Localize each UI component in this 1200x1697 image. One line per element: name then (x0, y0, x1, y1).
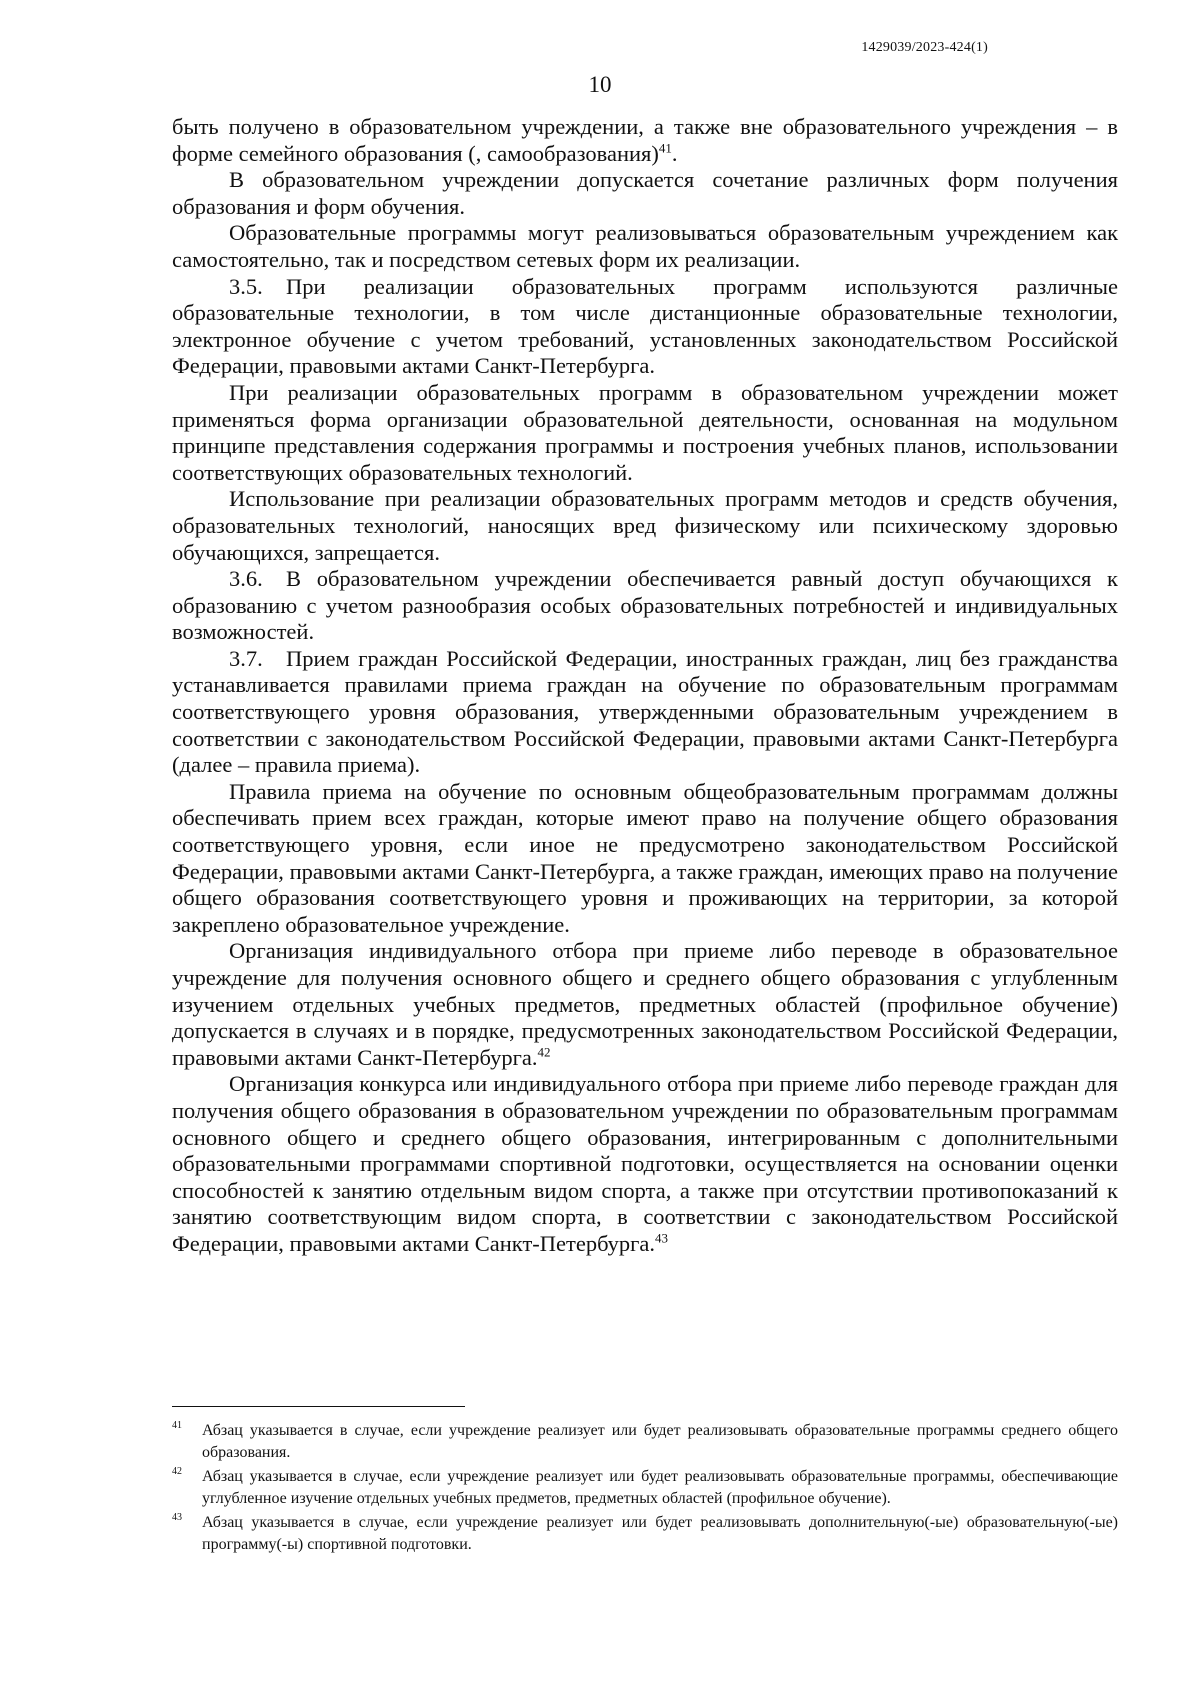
paragraph-text: Организация индивидуального отбора при приеме либо переводе в образовательное учреждение для получения основного общего и среднего общего образования с углубленным изучением отдельных учебных предметов, предметных областей (профильное обучение) допускается в случаях и в порядке, предусмотренных законодательством Российской Федерации, правовыми актами Санкт-Петербурга. (172, 938, 1118, 1070)
clause-number: 3.7. (229, 645, 263, 671)
footnote-text: Абзац указывается в случае, если учреждение реализует или будет реализовывать образовательные программы среднего общего образования. (202, 1422, 1118, 1461)
paragraph (172, 486, 1118, 566)
footnote-text: Абзац указывается в случае, если учреждение реализует или будет реализовывать дополнительную(-ые) образовательную(-ые) программу(-ы) спортивной подготовки. (202, 1514, 1118, 1553)
paragraph (172, 114, 1118, 167)
paragraph-text: В образовательном учреждении обеспечивается равный доступ обучающихся к образованию с учетом разнообразия особых образовательных потребностей и индивидуальных возможностей. (172, 566, 1118, 645)
paragraph (172, 380, 1118, 486)
footnote-separator (172, 1406, 465, 1407)
paragraph-text: Организация конкурса или индивидуального отбора при приеме либо переводе граждан для получения общего образования в образовательном учреждении по образовательным программам основного общего и среднего общего образования, интегрированным с дополнительными образовательными программами спортивной подготовки, осуществляется на основании оценки способностей к занятию отдельным видом спорта, а также при отсутствии противопоказаний к занятию соответствующим видом спорта, в соответствии с законодательством Российской Федерации, правовыми актами Санкт-Петербурга. (172, 1071, 1118, 1256)
footnote-ref: 42 (537, 1044, 551, 1060)
paragraph-text: При реализации образовательных программ в образовательном учреждении может применяться форма организации образовательной деятельности, основанная на модульном принципе представления содержания программы и построения учебных планов, использовании соответствующих образовательных технологий. (172, 379, 1118, 485)
footnote (172, 1512, 1118, 1556)
document-number: 1429039/2023-424(1) (861, 40, 988, 55)
paragraph-text: Использование при реализации образовательных программ методов и средств обучения, образовательных технологий, наносящих вред физическому или психическому здоровью обучающихся, запрещается. (172, 486, 1118, 565)
paragraph-text: При реализации образовательных программ используются различные образовательные технологии, в том числе дистанционные образовательные технологии, электронное обучение с учетом требований, установленных законодательством Российской Федерации, правовыми актами Санкт-Петербурга. (172, 273, 1118, 379)
clause-3-7 (172, 646, 1118, 779)
footnote-ref: 41 (658, 140, 672, 156)
paragraph (172, 938, 1118, 1071)
paragraph-text: В образовательном учреждении допускается сочетание различных форм получения образования и форм обучения. (172, 167, 1118, 219)
footnote-text: Абзац указывается в случае, если учреждение реализует или будет реализовывать образовательные программы, обеспечивающие углубленное изучение отдельных учебных предметов, предметных областей (профильное обучение). (202, 1468, 1118, 1507)
paragraph-text: быть получено в образовательном учреждении, а также вне образовательного учреждения – в форме семейного образования (, самообразования) (172, 114, 1118, 166)
footnote-mark: 42 (172, 1466, 182, 1477)
clause-3-6 (172, 566, 1118, 646)
footnote-mark: 41 (172, 1420, 182, 1431)
paragraph-text: Прием граждан Российской Федерации, иностранных граждан, лиц без гражданства устанавливается правилами приема граждан на обучение по образовательным программам соответствующего уровня образования, утвержденными образовательным учреждением в соответствии с законодательством Российской Федерации, правовыми актами Санкт-Петербурга (далее – правила приема). (172, 645, 1118, 778)
paragraph-tail: . (671, 140, 678, 166)
body-text (172, 114, 1118, 1258)
paragraph (172, 1071, 1118, 1257)
paragraph (172, 220, 1118, 273)
paragraph (172, 779, 1118, 939)
paragraph-text: Образовательные программы могут реализовываться образовательным учреждением как самостоятельно, так и посредством сетевых форм их реализации. (172, 220, 1118, 272)
clause-number: 3.5. (229, 273, 263, 299)
footnote (172, 1420, 1118, 1464)
paragraph (172, 167, 1118, 220)
footnotes (172, 1420, 1118, 1558)
page-number: 10 (588, 72, 612, 97)
footnote-mark: 43 (172, 1512, 182, 1523)
clause-3-5 (172, 274, 1118, 380)
paragraph-text: Правила приема на обучение по основным общеобразовательным программам должны обеспечивать прием всех граждан, которые имеют право на получение общего образования соответствующего уровня, если иное не предусмотрено законодательством Российской Федерации, правовыми актами Санкт-Петербурга, а также граждан, имеющих право на получение общего образования соответствующего уровня и проживающих на территории, за которой закреплено образовательное учреждение. (172, 778, 1118, 937)
footnote (172, 1466, 1118, 1510)
footnote-ref: 43 (655, 1230, 669, 1246)
clause-number: 3.6. (229, 566, 263, 592)
